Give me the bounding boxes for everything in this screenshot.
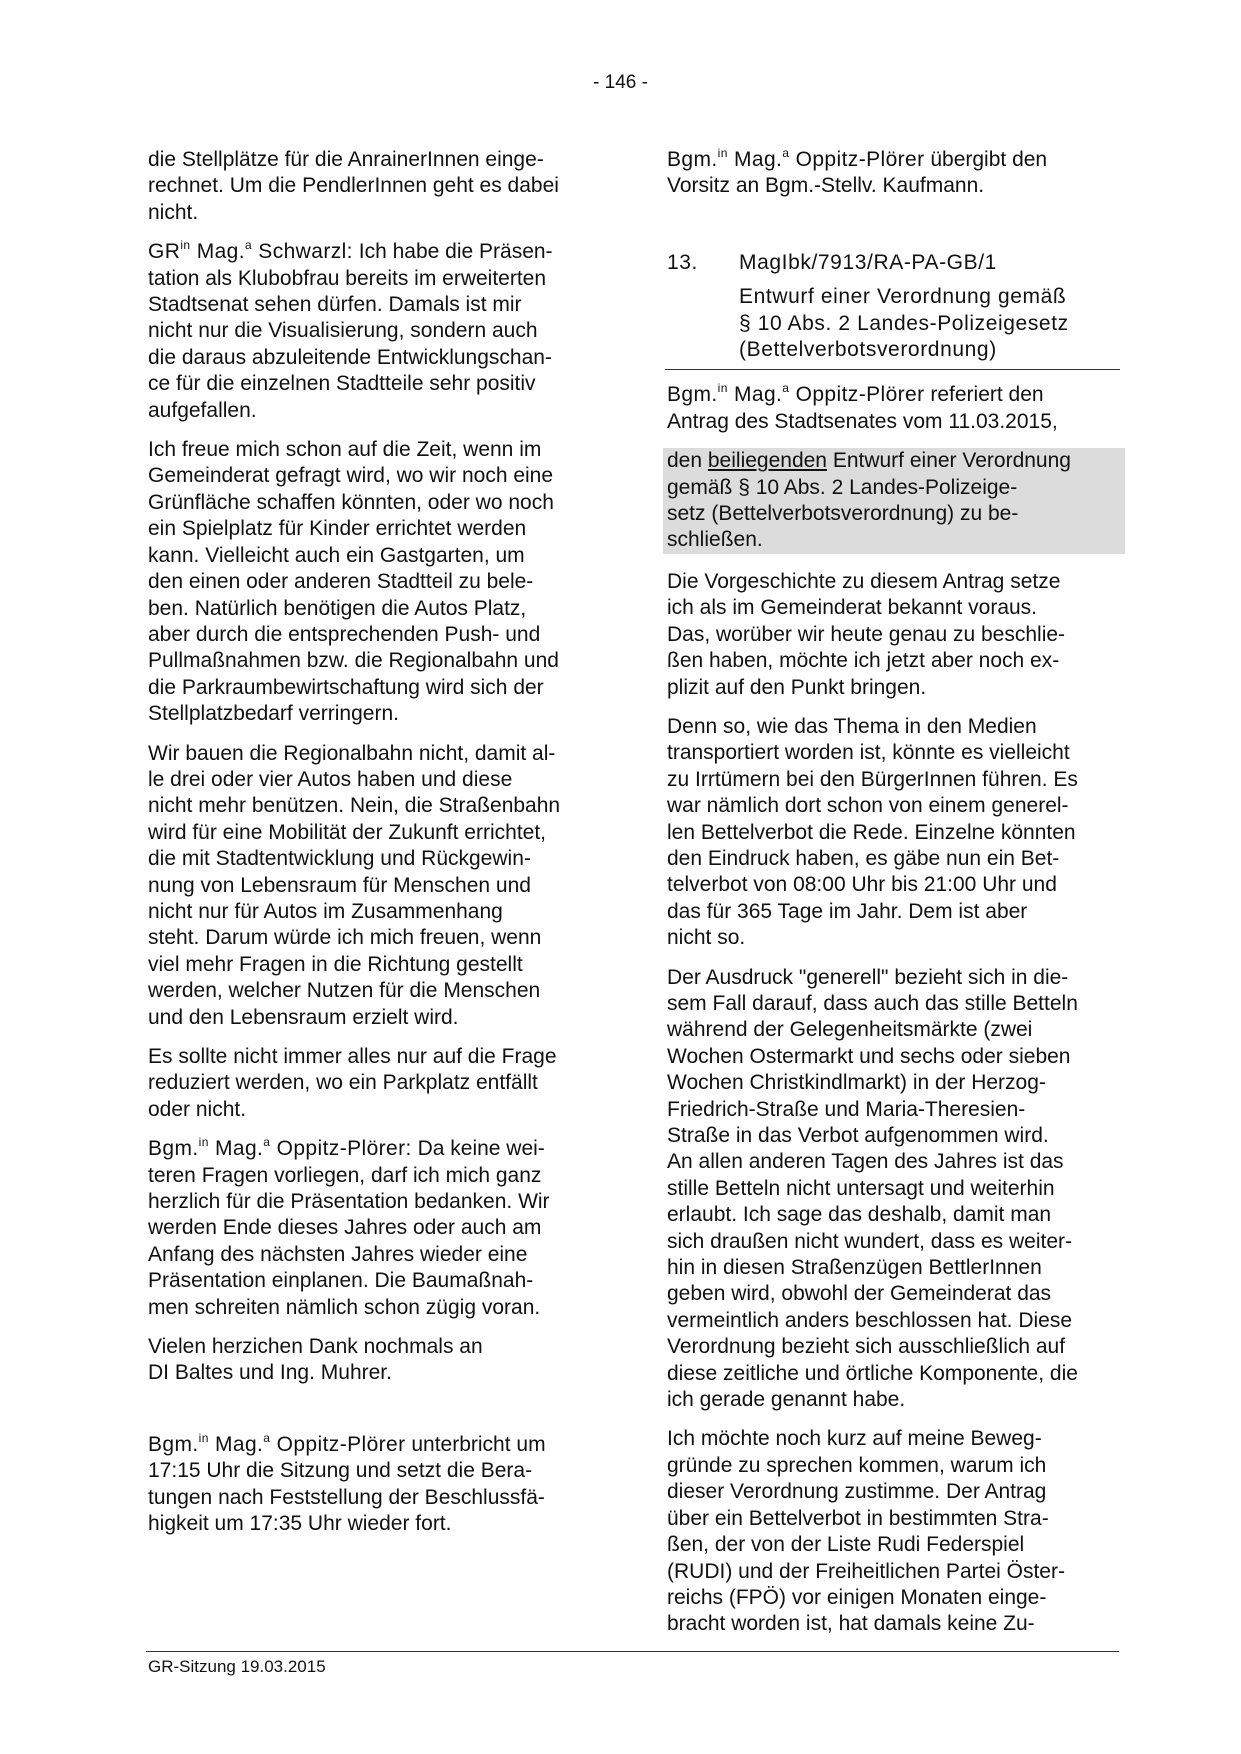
- text-line: Bgm.$^{in}$ Mag.$^a$ Oppitz-Plörer: Da keine wei-: [148, 1135, 545, 1161]
- text-line: nicht so.: [667, 926, 746, 950]
- text-line: den Eindruck haben, es gäbe nun ein Bet-: [667, 846, 1060, 870]
- text-line: setz (Bettelverbotsverordnung) zu be-: [667, 502, 1019, 526]
- text-line: nicht nur für Autos im Zusammenhang: [148, 899, 503, 923]
- text-line: Stellplatzbedarf verringern.: [148, 702, 399, 726]
- text-line: § 10 Abs. 2 Landes-Polizeigesetz: [739, 311, 1069, 335]
- text-line: schließen.: [667, 528, 763, 552]
- page-number: - 146 -: [593, 72, 648, 93]
- text-line: Bgm.$^{in}$ Mag.$^a$ Oppitz-Plörer unterbricht um: [148, 1430, 546, 1456]
- text-line: reduziert werden, wo ein Parkplatz entfällt: [148, 1071, 538, 1095]
- text-line: transportiert worden ist, könnte es vielleicht: [667, 741, 1070, 765]
- text-line: Ich möchte noch kurz auf meine Beweg-: [667, 1427, 1042, 1451]
- text-line: ßen haben, möchte ich jetzt aber noch ex-: [667, 649, 1060, 673]
- text-line: nicht nur die Visualisierung, sondern auch: [148, 319, 538, 343]
- text-line: ben. Natürlich benötigen die Autos Platz,: [148, 596, 527, 620]
- text-line: stille Betteln nicht untersagt und weiterhin: [667, 1176, 1055, 1200]
- text-line: Die Vorgeschichte zu diesem Antrag setze: [667, 569, 1061, 593]
- underlined-word: beiliegenden: [707, 449, 827, 473]
- paragraph: [148, 1334, 603, 1387]
- text-line: werden Ende dieses Jahres oder auch am: [148, 1216, 542, 1240]
- text-line: die Parkraumbewirtschaftung wird sich der: [148, 675, 544, 699]
- text-line: Pullmaßnahmen bzw. die Regionalbahn und: [148, 649, 559, 673]
- text-line: Bgm.$^{in}$ Mag.$^a$ Oppitz-Plörer übergibt den: [667, 146, 1048, 171]
- text-line: über ein Bettelverbot in bestimmten Stra-: [667, 1506, 1049, 1530]
- text-line: Das, worüber wir heute genau zu beschlie-: [667, 622, 1066, 646]
- text-line: war nämlich dort schon von einem generel-: [667, 794, 1069, 818]
- agenda-item-code: MagIbk/7913/RA-PA-GB/1: [739, 250, 997, 274]
- text-line: (RUDI) und der Freiheitlichen Partei Öster-: [667, 1559, 1065, 1583]
- footer-session-date: GR-Sitzung 19.03.2015: [148, 1657, 326, 1676]
- text-line: sem Fall darauf, dass auch das stille Betteln: [667, 991, 1078, 1015]
- paragraph: [667, 965, 1119, 1414]
- speaker-paragraph: [667, 382, 1119, 435]
- text-line: Antrag des Stadtsenates vom 11.03.2015,: [667, 409, 1058, 433]
- text-line: Ich freue mich schon auf die Zeit, wenn im: [148, 438, 542, 462]
- text-line: den beiliegenden Entwurf einer Verordnung: [667, 449, 1071, 473]
- left-column: [148, 147, 603, 1551]
- agenda-item: [667, 250, 1119, 364]
- text-line: aufgefallen.: [148, 398, 257, 422]
- agenda-item-number: 13.: [667, 250, 698, 274]
- text-line: das für 365 Tage im Jahr. Dem ist aber: [667, 899, 1028, 923]
- text-line: viel mehr Fragen in die Richtung gestellt: [148, 952, 523, 976]
- text-line: gemäß § 10 Abs. 2 Landes-Polizeige-: [667, 475, 1018, 499]
- footer-divider: [146, 1651, 1119, 1652]
- text-line: bracht worden ist, hat damals keine Zu-: [667, 1612, 1035, 1636]
- speaker-label: Bgm.$^{in}$ Mag.$^a$ Oppitz-Plörer: [667, 381, 925, 407]
- text-line: len Bettelverbot die Rede. Einzelne könnten: [667, 820, 1076, 844]
- text-line: vermeintlich anders beschlossen hat. Diese: [667, 1308, 1073, 1332]
- text-line: diese zeitliche und örtliche Komponente, die: [667, 1361, 1078, 1385]
- text-line: während der Gelegenheitsmärkte (zwei: [667, 1018, 1033, 1042]
- text-line: hin in diesen Straßenzügen BettlerInnen: [667, 1256, 1042, 1280]
- text-line: men schreiten nämlich schon zügig voran.: [148, 1295, 541, 1319]
- text-line: ce für die einzelnen Stadtteile sehr positiv: [148, 372, 536, 396]
- text-line: die daraus abzuleitende Entwicklungschan-: [148, 345, 552, 369]
- paragraph: [667, 1426, 1119, 1637]
- text-line: Denn so, wie das Thema in den Medien: [667, 714, 1037, 738]
- text-line: Präsentation einplanen. Die Baumaßnah-: [148, 1269, 534, 1293]
- text-line: oder nicht.: [148, 1097, 247, 1121]
- text-line: higkeit um 17:35 Uhr wieder fort.: [148, 1512, 452, 1536]
- text-line: An allen anderen Tagen des Jahres ist das: [667, 1150, 1064, 1174]
- text-line: Stadtsenat sehen dürfen. Damals ist mir: [148, 293, 522, 317]
- text-line: Grünfläche schaffen könnten, oder wo noch: [148, 490, 554, 514]
- text-line: ich als im Gemeinderat bekannt voraus.: [667, 596, 1038, 620]
- text-line: telverbot von 08:00 Uhr bis 21:00 Uhr und: [667, 873, 1057, 897]
- text-line: le drei oder vier Autos haben und diese: [148, 767, 513, 791]
- text-line: ich gerade genannt habe.: [667, 1388, 906, 1412]
- text-line: 17:15 Uhr die Sitzung und setzt die Bera-: [148, 1459, 533, 1483]
- text-line: Wochen Christkindlmarkt) in der Herzog-: [667, 1071, 1046, 1095]
- speaker-paragraph: [148, 1136, 603, 1321]
- text-line: tungen nach Feststellung der Beschlussfä-: [148, 1485, 545, 1509]
- text-line: kann. Vielleicht auch ein Gastgarten, um: [148, 543, 525, 567]
- speaker-label: Bgm.$^{in}$ Mag.$^a$ Oppitz-Plörer: [148, 1430, 406, 1456]
- text-line: Vielen herzichen Dank nochmals an: [148, 1335, 483, 1359]
- text-line: teren Fragen vorliegen, darf ich mich ganz: [148, 1163, 542, 1187]
- agenda-item-divider: [665, 369, 1120, 370]
- text-line: Der Ausdruck "generell" bezieht sich in die-: [667, 965, 1069, 989]
- text-line: Gemeinderat gefragt wird, wo wir noch eine: [148, 464, 554, 488]
- text-line: DI Baltes und Ing. Muhrer.: [148, 1361, 392, 1385]
- paragraph: [148, 741, 603, 1031]
- text-line: ßen, der von der Liste Rudi Federspiel: [667, 1533, 1025, 1557]
- text-line: nicht mehr benützen. Nein, die Straßenbahn: [148, 794, 561, 818]
- text-line: die Stellplätze für die AnrainerInnen einge-: [148, 148, 544, 171]
- motion-box: [663, 448, 1125, 554]
- speaker-label: Bgm.$^{in}$ Mag.$^a$ Oppitz-Plörer: [667, 146, 925, 171]
- speaker-paragraph: [148, 239, 603, 424]
- text-line: tation als Klubobfrau bereits im erweiterten: [148, 266, 547, 290]
- text-line: geben wird, obwohl der Gemeinderat das: [667, 1282, 1052, 1306]
- text-line: dieser Verordnung zustimme. Der Antrag: [667, 1480, 1047, 1504]
- text-line: rechnet. Um die PendlerInnen geht es dabei: [148, 174, 559, 198]
- text-line: nicht.: [148, 200, 199, 224]
- text-line: sich draußen nicht wundert, dass es weiter-: [667, 1229, 1073, 1253]
- agenda-item-header: [667, 250, 1119, 276]
- text-line: Vorsitz an Bgm.-Stellv. Kaufmann.: [667, 174, 985, 198]
- text-line: reichs (FPÖ) vor einigen Monaten einge-: [667, 1585, 1047, 1609]
- text-line: Friedrich-Straße und Maria-Theresien-: [667, 1097, 1026, 1121]
- paragraph: [148, 1044, 603, 1123]
- speaker-paragraph: [148, 1432, 603, 1538]
- text-line: $GR^{in}$ Mag.$^a$ Schwarzl: Ich habe die Präsen-: [148, 238, 553, 264]
- text-line: ein Spielplatz für Kinder errichtet werden: [148, 517, 527, 541]
- text-line: Bgm.$^{in}$ Mag.$^a$ Oppitz-Plörer referiert den: [667, 381, 1044, 407]
- text-line: Wir bauen die Regionalbahn nicht, damit al-: [148, 741, 556, 765]
- text-line: herzlich für die Präsentation bedanken. Wir: [148, 1190, 550, 1214]
- text-line: die mit Stadtentwicklung und Rückgewin-: [148, 847, 531, 871]
- text-line: Anfang des nächsten Jahres wieder eine: [148, 1242, 528, 1266]
- text-line: zu Irrtümern bei den BürgerInnen führen. Es: [667, 767, 1078, 791]
- text-line: Entwurf einer Verordnung gemäß: [739, 285, 1067, 309]
- text-line: Wochen Ostermarkt und sechs oder sieben: [667, 1044, 1071, 1068]
- text-line: Verordnung bezieht sich ausschließlich auf: [667, 1335, 1066, 1359]
- text-line: erlaubt. Ich sage das deshalb, damit man: [667, 1203, 1052, 1227]
- speaker-paragraph: [667, 147, 1119, 200]
- text-line: nung von Lebensraum für Menschen und: [148, 873, 531, 897]
- text-line: den einen oder anderen Stadtteil zu bele-: [148, 570, 534, 594]
- text-line: aber durch die entsprechenden Push- und: [148, 622, 541, 646]
- agenda-item-title: [667, 276, 1119, 363]
- text-line: (Bettelverbotsverordnung): [739, 338, 997, 362]
- paragraph: [667, 714, 1119, 952]
- text-line: plizit auf den Punkt bringen.: [667, 675, 927, 699]
- text-line: und den Lebensraum erzielt wird.: [148, 1005, 459, 1029]
- text-line: werden, welcher Nutzen für die Menschen: [148, 979, 541, 1003]
- text-line: steht. Darum würde ich mich freuen, wenn: [148, 926, 542, 950]
- paragraph: [667, 569, 1119, 701]
- paragraph: [148, 147, 603, 226]
- right-column: [667, 147, 1119, 1651]
- text-line: gründe zu sprechen kommen, warum ich: [667, 1453, 1047, 1477]
- text-line: Straße in das Verbot aufgenommen wird.: [667, 1124, 1049, 1147]
- speaker-label: Bgm.$^{in}$ Mag.$^a$ Oppitz-Plörer:: [148, 1135, 412, 1161]
- paragraph: [148, 437, 603, 727]
- text-line: Es sollte nicht immer alles nur auf die Frage: [148, 1045, 557, 1068]
- text-line: wird für eine Mobilität der Zukunft errichtet,: [148, 820, 546, 844]
- speaker-label: $GR^{in}$ Mag.$^a$ Schwarzl:: [148, 238, 353, 264]
